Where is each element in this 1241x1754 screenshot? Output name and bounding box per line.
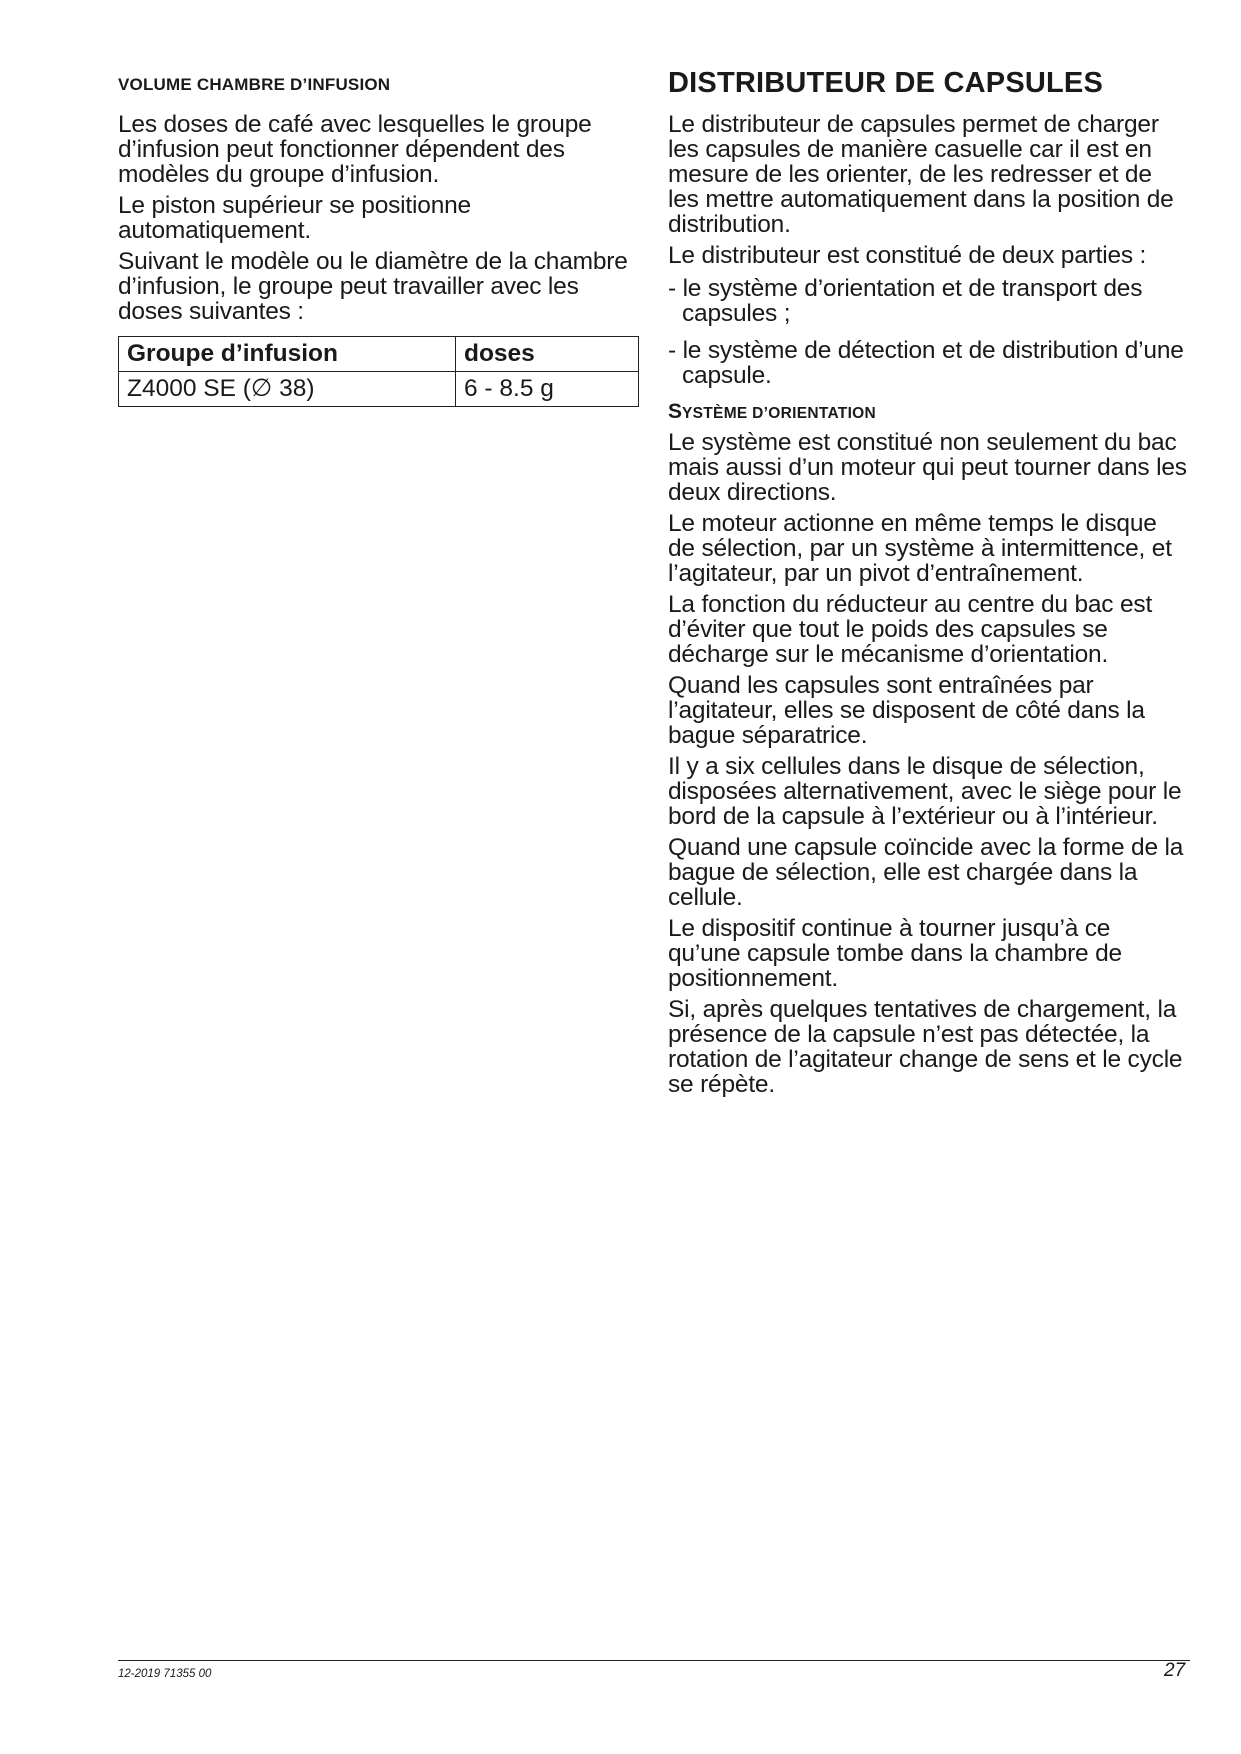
paragraph: Le système est constitué non seulement du bac mais aussi d’un moteur qui peut tourner dans les deux directions. xyxy=(668,429,1187,506)
list-item: - le système de détection et de distribution d’une capsule. xyxy=(668,337,1184,389)
table-header-row xyxy=(119,337,639,372)
table-cell: Z4000 SE (∅ 38) xyxy=(119,372,456,407)
list-item: - le système d’orientation et de transport des capsules ; xyxy=(668,275,1143,327)
component-list xyxy=(668,276,1188,388)
paragraph: Le distributeur de capsules permet de charger les capsules de manière casuelle car il est en mesure de les orienter, de les redresser et de les mettre automatiquement dans la position de distribution. xyxy=(668,111,1174,238)
subheading-rest: YSTÈME D’ORIENTATION xyxy=(682,405,877,422)
page-number: 27 xyxy=(1164,1660,1186,1681)
paragraph: Le piston supérieur se positionne automatiquement. xyxy=(118,192,471,244)
paragraph: Le moteur actionne en même temps le disque de sélection, par un système à intermittence, et l’agitateur, par un pivot d’entraînement. xyxy=(668,510,1172,587)
paragraph: Le distributeur est constitué de deux parties : xyxy=(668,242,1147,269)
table-row xyxy=(119,372,639,407)
paragraph: La fonction du réducteur au centre du bac est d’éviter que tout le poids des capsules se décharge sur le mécanisme d’orientation. xyxy=(668,591,1153,668)
document-code: 12-2019 71355 00 xyxy=(118,1668,212,1680)
doses-table xyxy=(118,336,639,407)
paragraph: Le dispositif continue à tourner jusqu’à ce qu’une capsule tombe dans la chambre de positionnement. xyxy=(668,915,1122,992)
section-heading-distributeur: DISTRIBUTEUR DE CAPSULES xyxy=(668,67,1103,99)
table-header-cell: doses xyxy=(456,337,639,372)
paragraph: Il y a six cellules dans le disque de sélection, disposées alternativement, avec le siège pour le bord de la capsule à l’extérieur ou à l’intérieur. xyxy=(668,753,1182,830)
subheading-systeme-orientation xyxy=(668,400,1188,426)
footer-divider xyxy=(118,1660,1190,1661)
paragraph: Quand les capsules sont entraînées par l’agitateur, elles se disposent de côté dans la bague séparatrice. xyxy=(668,672,1145,749)
paragraph: Si, après quelques tentatives de chargement, la présence de la capsule n’est pas détectée, la rotation de l’agitateur change de sens et le cycle se répète. xyxy=(668,996,1183,1098)
paragraph: Suivant le modèle ou le diamètre de la chambre d’infusion, le groupe peut travailler avec les doses suivantes : xyxy=(118,248,628,325)
section-heading-volume: VOLUME CHAMBRE D’INFUSION xyxy=(118,75,391,94)
table-cell: 6 - 8.5 g xyxy=(456,372,639,407)
right-column xyxy=(668,66,1188,1103)
left-column xyxy=(118,66,638,407)
subheading-initial: S xyxy=(668,400,683,423)
paragraph: Les doses de café avec lesquelles le groupe d’infusion peut fonctionner dépendent des modèles du groupe d’infusion. xyxy=(118,111,592,188)
table-header-cell: Groupe d’infusion xyxy=(119,337,456,372)
paragraph: Quand une capsule coïncide avec la forme de la bague de sélection, elle est chargée dans la cellule. xyxy=(668,834,1184,911)
